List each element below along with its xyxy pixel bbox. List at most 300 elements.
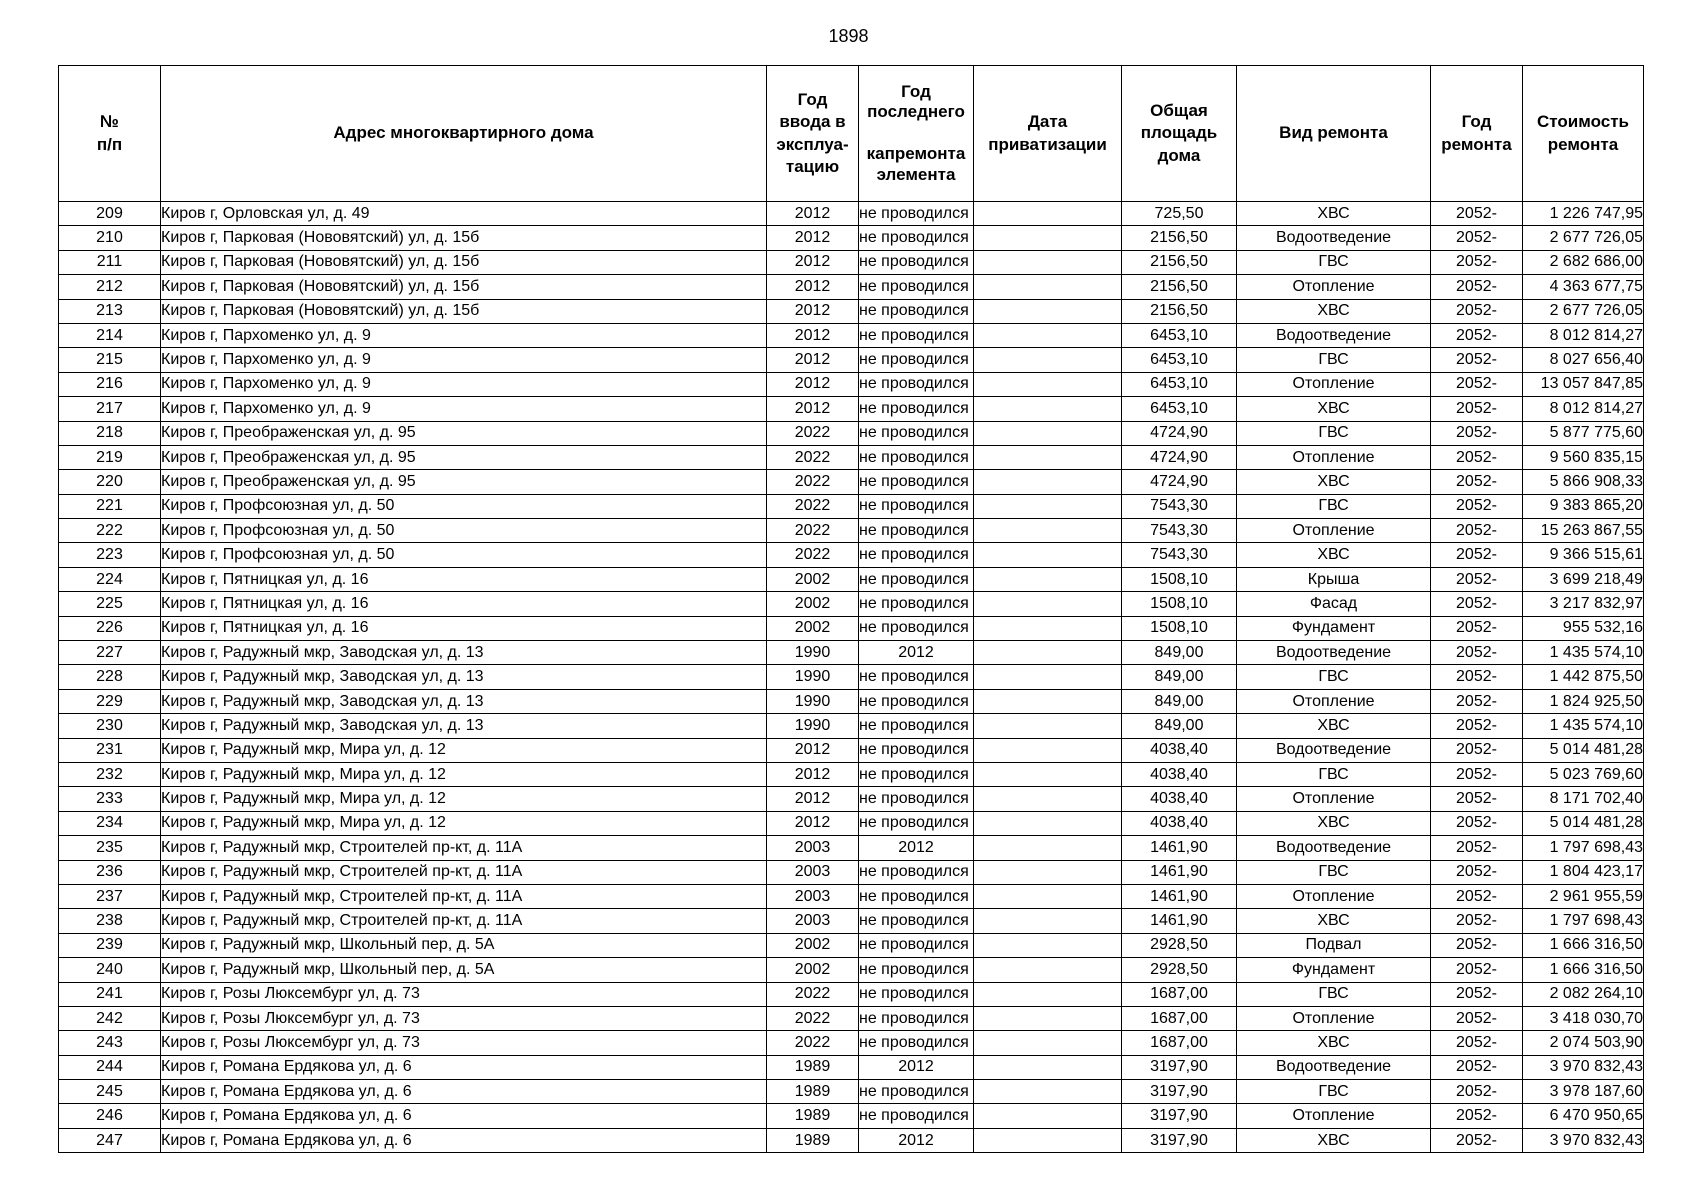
table-row — [59, 958, 1644, 982]
cell-repair-year: 2052- — [1431, 494, 1523, 518]
cell-repair-year: 2052- — [1431, 738, 1523, 762]
table-row — [59, 1080, 1644, 1104]
table-row — [59, 738, 1644, 762]
cell-repair-year: 2052- — [1431, 1104, 1523, 1128]
cell-year-commission: 2012 — [767, 275, 859, 299]
cell-repair-cost: 2 082 264,10 — [1523, 982, 1644, 1006]
cell-address: Киров г, Профсоюзная ул, д. 50 — [161, 543, 767, 567]
header-repair-cost: Стоимость ремонта — [1523, 66, 1644, 202]
cell-repair-year: 2052- — [1431, 445, 1523, 469]
cell-privatization-date — [974, 470, 1122, 494]
cell-year-commission: 2002 — [767, 616, 859, 640]
cell-repair-year: 2052- — [1431, 421, 1523, 445]
cell-total-area: 2156,50 — [1122, 299, 1237, 323]
cell-total-area: 849,00 — [1122, 689, 1237, 713]
cell-year-last-repair: не проводился — [859, 372, 974, 396]
cell-year-last-repair: не проводился — [859, 275, 974, 299]
cell-num: 234 — [59, 811, 161, 835]
cell-year-commission: 2022 — [767, 494, 859, 518]
cell-address: Киров г, Романа Ердякова ул, д. 6 — [161, 1128, 767, 1152]
cell-total-area: 4724,90 — [1122, 445, 1237, 469]
cell-num: 243 — [59, 1031, 161, 1055]
cell-repair-type: ГВС — [1237, 860, 1431, 884]
cell-num: 227 — [59, 641, 161, 665]
cell-total-area: 6453,10 — [1122, 397, 1237, 421]
cell-repair-year: 2052- — [1431, 275, 1523, 299]
cell-repair-type: ХВС — [1237, 397, 1431, 421]
cell-address: Киров г, Пятницкая ул, д. 16 — [161, 592, 767, 616]
cell-repair-year: 2052- — [1431, 323, 1523, 347]
cell-year-commission: 2012 — [767, 348, 859, 372]
table-row — [59, 1104, 1644, 1128]
cell-year-commission: 2012 — [767, 372, 859, 396]
cell-repair-type: Отопление — [1237, 519, 1431, 543]
cell-address: Киров г, Романа Ердякова ул, д. 6 — [161, 1055, 767, 1079]
table-row — [59, 1006, 1644, 1030]
cell-repair-year: 2052- — [1431, 933, 1523, 957]
cell-repair-year: 2052- — [1431, 836, 1523, 860]
cell-repair-year: 2052- — [1431, 860, 1523, 884]
cell-year-commission: 1989 — [767, 1104, 859, 1128]
cell-year-commission: 2002 — [767, 933, 859, 957]
cell-repair-cost: 8 171 702,40 — [1523, 787, 1644, 811]
table-row — [59, 1031, 1644, 1055]
table-row — [59, 445, 1644, 469]
cell-year-last-repair: не проводился — [859, 567, 974, 591]
cell-repair-year: 2052- — [1431, 1031, 1523, 1055]
cell-year-commission: 2002 — [767, 958, 859, 982]
cell-address: Киров г, Пятницкая ул, д. 16 — [161, 567, 767, 591]
cell-year-last-repair: не проводился — [859, 689, 974, 713]
cell-repair-type: Водоотведение — [1237, 323, 1431, 347]
cell-total-area: 1687,00 — [1122, 982, 1237, 1006]
cell-repair-cost: 1 824 925,50 — [1523, 689, 1644, 713]
cell-repair-cost: 9 366 515,61 — [1523, 543, 1644, 567]
cell-address: Киров г, Романа Ердякова ул, д. 6 — [161, 1104, 767, 1128]
cell-repair-cost: 2 074 503,90 — [1523, 1031, 1644, 1055]
cell-year-commission: 2022 — [767, 1006, 859, 1030]
cell-repair-type: Отопление — [1237, 372, 1431, 396]
cell-total-area: 2156,50 — [1122, 275, 1237, 299]
cell-year-commission: 2012 — [767, 250, 859, 274]
table-body — [59, 202, 1644, 1153]
cell-repair-year: 2052- — [1431, 884, 1523, 908]
cell-repair-type: Водоотведение — [1237, 641, 1431, 665]
cell-num: 233 — [59, 787, 161, 811]
cell-repair-type: ХВС — [1237, 1031, 1431, 1055]
cell-repair-type: ГВС — [1237, 665, 1431, 689]
cell-total-area: 725,50 — [1122, 202, 1237, 226]
cell-privatization-date — [974, 714, 1122, 738]
cell-repair-year: 2052- — [1431, 1080, 1523, 1104]
cell-repair-cost: 5 866 908,33 — [1523, 470, 1644, 494]
cell-total-area: 1508,10 — [1122, 616, 1237, 640]
cell-repair-year: 2052- — [1431, 519, 1523, 543]
table-row — [59, 250, 1644, 274]
cell-year-commission: 2022 — [767, 445, 859, 469]
cell-year-commission: 2012 — [767, 738, 859, 762]
cell-num: 241 — [59, 982, 161, 1006]
cell-year-last-repair: 2012 — [859, 1128, 974, 1152]
cell-repair-year: 2052- — [1431, 665, 1523, 689]
cell-num: 246 — [59, 1104, 161, 1128]
cell-repair-year: 2052- — [1431, 616, 1523, 640]
cell-num: 237 — [59, 884, 161, 908]
cell-repair-year: 2052- — [1431, 202, 1523, 226]
table-header-row — [59, 66, 1644, 202]
cell-year-commission: 2002 — [767, 592, 859, 616]
cell-year-last-repair: 2012 — [859, 641, 974, 665]
cell-repair-type: ХВС — [1237, 543, 1431, 567]
cell-repair-year: 2052- — [1431, 762, 1523, 786]
cell-year-last-repair: не проводился — [859, 738, 974, 762]
cell-repair-cost: 15 263 867,55 — [1523, 519, 1644, 543]
table-row — [59, 787, 1644, 811]
cell-total-area: 4038,40 — [1122, 738, 1237, 762]
table-row — [59, 226, 1644, 250]
cell-repair-type: Водоотведение — [1237, 226, 1431, 250]
cell-num: 224 — [59, 567, 161, 591]
cell-repair-cost: 1 666 316,50 — [1523, 933, 1644, 957]
cell-year-commission: 2012 — [767, 202, 859, 226]
cell-repair-year: 2052- — [1431, 470, 1523, 494]
cell-year-last-repair: 2012 — [859, 1055, 974, 1079]
cell-repair-cost: 2 961 955,59 — [1523, 884, 1644, 908]
cell-num: 211 — [59, 250, 161, 274]
cell-year-last-repair: не проводился — [859, 665, 974, 689]
cell-year-commission: 2012 — [767, 323, 859, 347]
cell-address: Киров г, Радужный мкр, Школьный пер, д. 5А — [161, 933, 767, 957]
cell-repair-cost: 6 470 950,65 — [1523, 1104, 1644, 1128]
cell-year-commission: 2003 — [767, 909, 859, 933]
table-row — [59, 909, 1644, 933]
cell-privatization-date — [974, 982, 1122, 1006]
cell-year-commission: 2012 — [767, 226, 859, 250]
cell-num: 215 — [59, 348, 161, 372]
cell-repair-type: ХВС — [1237, 1128, 1431, 1152]
table-row — [59, 641, 1644, 665]
cell-year-commission: 2012 — [767, 762, 859, 786]
cell-repair-type: ГВС — [1237, 1080, 1431, 1104]
cell-year-commission: 2022 — [767, 543, 859, 567]
cell-total-area: 7543,30 — [1122, 543, 1237, 567]
cell-year-commission: 2022 — [767, 421, 859, 445]
cell-repair-cost: 9 383 865,20 — [1523, 494, 1644, 518]
cell-year-commission: 2012 — [767, 299, 859, 323]
cell-address: Киров г, Розы Люксембург ул, д. 73 — [161, 982, 767, 1006]
cell-privatization-date — [974, 275, 1122, 299]
cell-repair-year: 2052- — [1431, 543, 1523, 567]
table-row — [59, 421, 1644, 445]
cell-num: 239 — [59, 933, 161, 957]
cell-address: Киров г, Парковая (Нововятский) ул, д. 15б — [161, 299, 767, 323]
table-row — [59, 299, 1644, 323]
cell-num: 210 — [59, 226, 161, 250]
cell-privatization-date — [974, 397, 1122, 421]
cell-repair-cost: 2 682 686,00 — [1523, 250, 1644, 274]
cell-privatization-date — [974, 1031, 1122, 1055]
cell-repair-type: Водоотведение — [1237, 1055, 1431, 1079]
cell-address: Киров г, Преображенская ул, д. 95 — [161, 470, 767, 494]
cell-year-last-repair: не проводился — [859, 909, 974, 933]
cell-privatization-date — [974, 1080, 1122, 1104]
cell-num: 217 — [59, 397, 161, 421]
cell-repair-type: ХВС — [1237, 714, 1431, 738]
cell-year-commission: 2012 — [767, 787, 859, 811]
cell-num: 223 — [59, 543, 161, 567]
cell-repair-cost: 2 677 726,05 — [1523, 226, 1644, 250]
table-row — [59, 202, 1644, 226]
cell-repair-cost: 5 023 769,60 — [1523, 762, 1644, 786]
cell-repair-cost: 3 970 832,43 — [1523, 1055, 1644, 1079]
cell-year-commission: 1989 — [767, 1080, 859, 1104]
cell-address: Киров г, Пархоменко ул, д. 9 — [161, 348, 767, 372]
cell-year-last-repair: не проводился — [859, 958, 974, 982]
cell-num: 218 — [59, 421, 161, 445]
cell-address: Киров г, Пархоменко ул, д. 9 — [161, 372, 767, 396]
cell-repair-cost: 9 560 835,15 — [1523, 445, 1644, 469]
cell-total-area: 3197,90 — [1122, 1080, 1237, 1104]
cell-repair-cost: 955 532,16 — [1523, 616, 1644, 640]
table-row — [59, 543, 1644, 567]
cell-address: Киров г, Орловская ул, д. 49 — [161, 202, 767, 226]
cell-privatization-date — [974, 641, 1122, 665]
header-privatization-date: Дата приватизации — [974, 66, 1122, 202]
cell-repair-type: Крыша — [1237, 567, 1431, 591]
header-total-area: Общая площадь дома — [1122, 66, 1237, 202]
cell-privatization-date — [974, 372, 1122, 396]
cell-address: Киров г, Радужный мкр, Мира ул, д. 12 — [161, 811, 767, 835]
cell-privatization-date — [974, 616, 1122, 640]
cell-address: Киров г, Радужный мкр, Заводская ул, д. 13 — [161, 689, 767, 713]
header-year-commission: Год вводa в эксплуа- тацию — [767, 66, 859, 202]
table-row — [59, 836, 1644, 860]
cell-total-area: 4038,40 — [1122, 787, 1237, 811]
cell-num: 228 — [59, 665, 161, 689]
cell-address: Киров г, Радужный мкр, Мира ул, д. 12 — [161, 762, 767, 786]
cell-total-area: 6453,10 — [1122, 323, 1237, 347]
table-row — [59, 616, 1644, 640]
cell-repair-cost: 1 435 574,10 — [1523, 714, 1644, 738]
cell-year-commission: 1989 — [767, 1055, 859, 1079]
cell-repair-type: ГВС — [1237, 982, 1431, 1006]
cell-privatization-date — [974, 762, 1122, 786]
page-number: 1898 — [828, 26, 869, 46]
table-row — [59, 1128, 1644, 1152]
cell-privatization-date — [974, 567, 1122, 591]
cell-repair-cost: 1 435 574,10 — [1523, 641, 1644, 665]
table-row — [59, 933, 1644, 957]
cell-repair-year: 2052- — [1431, 1128, 1523, 1152]
cell-repair-cost: 1 797 698,43 — [1523, 909, 1644, 933]
cell-address: Киров г, Радужный мкр, Заводская ул, д. 13 — [161, 714, 767, 738]
cell-year-last-repair: не проводился — [859, 250, 974, 274]
table-row — [59, 567, 1644, 591]
cell-address: Киров г, Розы Люксембург ул, д. 73 — [161, 1031, 767, 1055]
cell-privatization-date — [974, 494, 1122, 518]
cell-year-last-repair: не проводился — [859, 519, 974, 543]
cell-address: Киров г, Парковая (Нововятский) ул, д. 15б — [161, 226, 767, 250]
cell-num: 226 — [59, 616, 161, 640]
cell-num: 231 — [59, 738, 161, 762]
cell-privatization-date — [974, 787, 1122, 811]
cell-year-commission: 2022 — [767, 470, 859, 494]
cell-year-last-repair: не проводился — [859, 323, 974, 347]
table-row — [59, 592, 1644, 616]
cell-repair-year: 2052- — [1431, 250, 1523, 274]
cell-repair-year: 2052- — [1431, 299, 1523, 323]
cell-repair-year: 2052- — [1431, 641, 1523, 665]
cell-total-area: 1687,00 — [1122, 1006, 1237, 1030]
cell-privatization-date — [974, 421, 1122, 445]
cell-total-area: 849,00 — [1122, 641, 1237, 665]
cell-repair-cost: 3 217 832,97 — [1523, 592, 1644, 616]
cell-address: Киров г, Парковая (Нововятский) ул, д. 15б — [161, 250, 767, 274]
cell-repair-year: 2052- — [1431, 1006, 1523, 1030]
cell-repair-cost: 13 057 847,85 — [1523, 372, 1644, 396]
cell-num: 220 — [59, 470, 161, 494]
cell-num: 219 — [59, 445, 161, 469]
cell-repair-cost: 1 442 875,50 — [1523, 665, 1644, 689]
cell-repair-year: 2052- — [1431, 811, 1523, 835]
table-row — [59, 348, 1644, 372]
cell-total-area: 1461,90 — [1122, 909, 1237, 933]
cell-address: Киров г, Радужный мкр, Мира ул, д. 12 — [161, 738, 767, 762]
header-year-last-repair: Год последнего капремонта элемента — [859, 66, 974, 202]
cell-privatization-date — [974, 1104, 1122, 1128]
cell-repair-cost: 2 677 726,05 — [1523, 299, 1644, 323]
cell-num: 221 — [59, 494, 161, 518]
cell-address: Киров г, Радужный мкр, Школьный пер, д. 5А — [161, 958, 767, 982]
table-row — [59, 665, 1644, 689]
cell-year-last-repair: не проводился — [859, 933, 974, 957]
cell-repair-year: 2052- — [1431, 714, 1523, 738]
cell-privatization-date — [974, 1055, 1122, 1079]
cell-privatization-date — [974, 323, 1122, 347]
cell-num: 236 — [59, 860, 161, 884]
cell-repair-type: ХВС — [1237, 909, 1431, 933]
cell-total-area: 849,00 — [1122, 714, 1237, 738]
cell-repair-type: ХВС — [1237, 811, 1431, 835]
cell-year-commission: 2003 — [767, 860, 859, 884]
cell-address: Киров г, Профсоюзная ул, д. 50 — [161, 519, 767, 543]
cell-year-last-repair: не проводился — [859, 982, 974, 1006]
cell-total-area: 2928,50 — [1122, 958, 1237, 982]
table-row — [59, 714, 1644, 738]
cell-year-commission: 1990 — [767, 641, 859, 665]
cell-repair-cost: 5 014 481,28 — [1523, 738, 1644, 762]
cell-privatization-date — [974, 348, 1122, 372]
cell-address: Киров г, Пархоменко ул, д. 9 — [161, 397, 767, 421]
cell-address: Киров г, Пархоменко ул, д. 9 — [161, 323, 767, 347]
cell-repair-cost: 3 699 218,49 — [1523, 567, 1644, 591]
cell-address: Киров г, Парковая (Нововятский) ул, д. 15б — [161, 275, 767, 299]
cell-address: Киров г, Радужный мкр, Строителей пр-кт, д. 11А — [161, 884, 767, 908]
cell-privatization-date — [974, 299, 1122, 323]
cell-privatization-date — [974, 884, 1122, 908]
cell-repair-type: Водоотведение — [1237, 738, 1431, 762]
cell-total-area: 1461,90 — [1122, 836, 1237, 860]
cell-num: 245 — [59, 1080, 161, 1104]
cell-num: 238 — [59, 909, 161, 933]
cell-repair-type: ГВС — [1237, 762, 1431, 786]
cell-address: Киров г, Профсоюзная ул, д. 50 — [161, 494, 767, 518]
cell-repair-type: ГВС — [1237, 348, 1431, 372]
cell-address: Киров г, Пятницкая ул, д. 16 — [161, 616, 767, 640]
cell-year-commission: 2022 — [767, 519, 859, 543]
cell-address: Киров г, Радужный мкр, Строителей пр-кт, д. 11А — [161, 860, 767, 884]
cell-repair-type: ГВС — [1237, 494, 1431, 518]
cell-repair-year: 2052- — [1431, 226, 1523, 250]
cell-repair-type: ХВС — [1237, 470, 1431, 494]
cell-address: Киров г, Преображенская ул, д. 95 — [161, 421, 767, 445]
cell-year-last-repair: не проводился — [859, 445, 974, 469]
cell-total-area: 1508,10 — [1122, 592, 1237, 616]
cell-num: 244 — [59, 1055, 161, 1079]
cell-repair-year: 2052- — [1431, 909, 1523, 933]
cell-year-last-repair: не проводился — [859, 299, 974, 323]
table-row — [59, 860, 1644, 884]
cell-privatization-date — [974, 836, 1122, 860]
cell-address: Киров г, Преображенская ул, д. 95 — [161, 445, 767, 469]
cell-year-commission: 1990 — [767, 689, 859, 713]
table-row — [59, 397, 1644, 421]
cell-repair-year: 2052- — [1431, 397, 1523, 421]
cell-total-area: 849,00 — [1122, 665, 1237, 689]
cell-repair-cost: 4 363 677,75 — [1523, 275, 1644, 299]
cell-repair-type: Отопление — [1237, 689, 1431, 713]
cell-repair-cost: 3 970 832,43 — [1523, 1128, 1644, 1152]
cell-privatization-date — [974, 811, 1122, 835]
cell-repair-type: ГВС — [1237, 421, 1431, 445]
cell-year-last-repair: не проводился — [859, 397, 974, 421]
cell-repair-type: Отопление — [1237, 445, 1431, 469]
cell-total-area: 4724,90 — [1122, 470, 1237, 494]
repair-schedule-table — [58, 65, 1644, 1153]
table-row — [59, 982, 1644, 1006]
cell-repair-year: 2052- — [1431, 982, 1523, 1006]
cell-privatization-date — [974, 1006, 1122, 1030]
table-row — [59, 811, 1644, 835]
cell-year-commission: 2022 — [767, 1031, 859, 1055]
cell-total-area: 1508,10 — [1122, 567, 1237, 591]
table-row — [59, 1055, 1644, 1079]
table-row — [59, 372, 1644, 396]
cell-num: 216 — [59, 372, 161, 396]
cell-privatization-date — [974, 445, 1122, 469]
cell-year-last-repair: не проводился — [859, 543, 974, 567]
cell-privatization-date — [974, 592, 1122, 616]
cell-year-last-repair: не проводился — [859, 470, 974, 494]
cell-num: 242 — [59, 1006, 161, 1030]
cell-total-area: 1461,90 — [1122, 884, 1237, 908]
cell-repair-cost: 8 027 656,40 — [1523, 348, 1644, 372]
cell-repair-cost: 3 418 030,70 — [1523, 1006, 1644, 1030]
table-row — [59, 762, 1644, 786]
cell-address: Киров г, Радужный мкр, Строителей пр-кт, д. 11А — [161, 909, 767, 933]
cell-repair-type: Отопление — [1237, 787, 1431, 811]
cell-address: Киров г, Романа Ердякова ул, д. 6 — [161, 1080, 767, 1104]
table-row — [59, 275, 1644, 299]
cell-year-commission: 2002 — [767, 567, 859, 591]
cell-repair-type: ХВС — [1237, 202, 1431, 226]
cell-repair-cost: 8 012 814,27 — [1523, 397, 1644, 421]
cell-year-last-repair: не проводился — [859, 592, 974, 616]
table-row — [59, 689, 1644, 713]
cell-privatization-date — [974, 738, 1122, 762]
cell-repair-year: 2052- — [1431, 592, 1523, 616]
cell-repair-cost: 5 877 775,60 — [1523, 421, 1644, 445]
